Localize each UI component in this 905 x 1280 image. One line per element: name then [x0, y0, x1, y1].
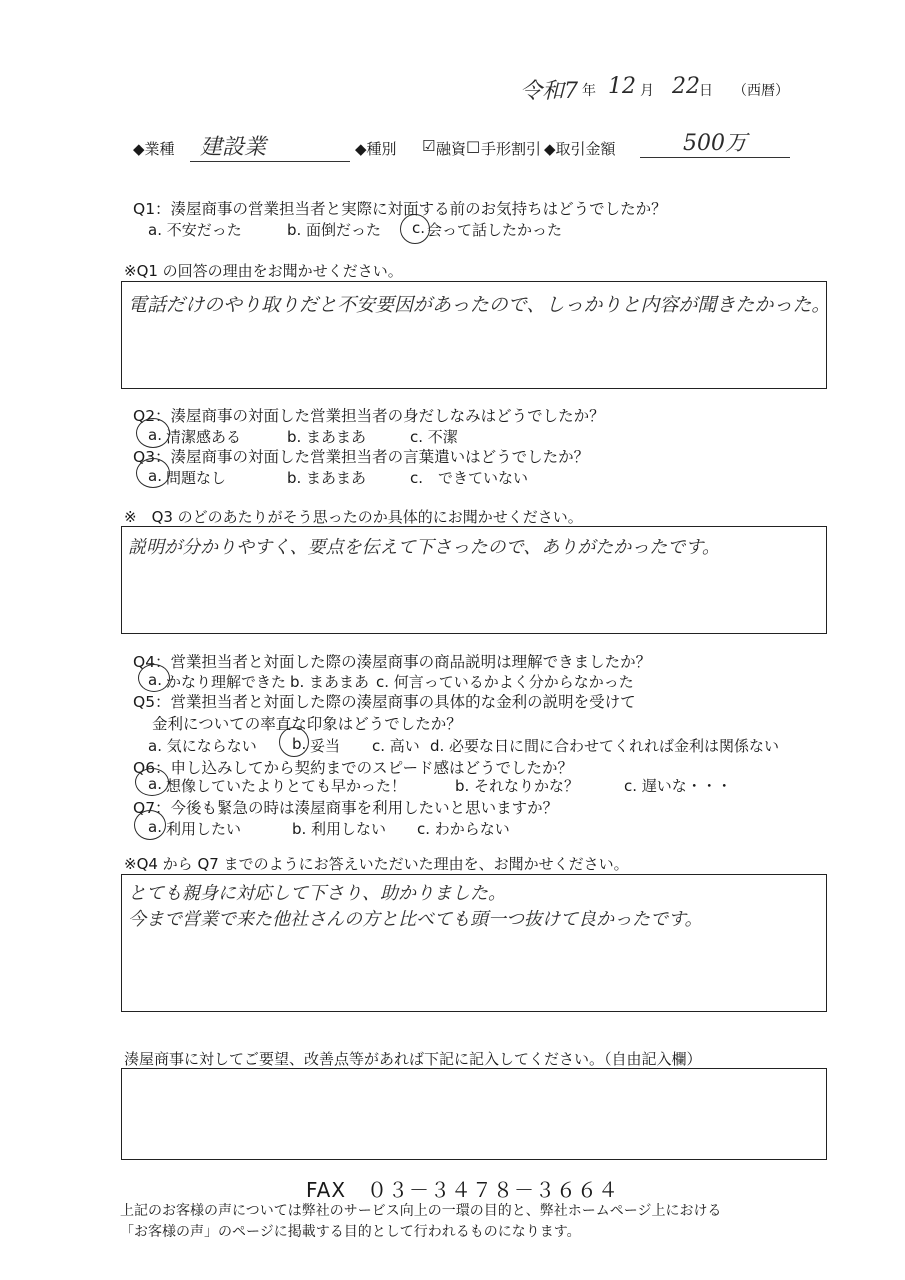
q7-selected-mark	[134, 810, 166, 840]
q3-reason-box	[121, 526, 827, 634]
q5-selected-mark	[279, 727, 309, 757]
q2-option-a-prefix: a.	[148, 426, 162, 444]
q3-selected-mark	[136, 458, 170, 488]
handwritten-era-year: 令和7	[520, 79, 578, 104]
q7-option-c: c. わからない	[417, 820, 510, 838]
amount-label: ◆取引金額	[544, 140, 616, 158]
footer-note-line1: 上記のお客様の声については弊社のサービス向上の一環の目的と、弊社ホームページ上における	[120, 1203, 722, 1219]
q7-option-a-prefix: a.	[148, 818, 162, 836]
q3-option-b: b. まあまあ	[287, 469, 367, 487]
option-bill: 手形割引	[481, 140, 542, 158]
q1-option-b: b. 面倒だった	[287, 221, 382, 239]
q6-option-c: c. 遅いな・・・	[624, 777, 732, 795]
free-comment-box	[121, 1068, 827, 1160]
q4-selected-mark	[138, 664, 170, 692]
q4-option-a: かなり理解できた	[166, 673, 287, 691]
q7-question: Q7：今後も緊急の時は湊屋商事を利用したいと思いますか？	[133, 799, 559, 817]
handwritten-month: 12	[608, 74, 636, 99]
q4-q7-reason-handwriting-line2: 今まで営業で来た他社さんの方と比べても頭一つ抜けて良かったです。	[128, 909, 703, 930]
month-label: 月	[640, 83, 654, 99]
q6-selected-mark	[135, 768, 169, 796]
footer-note-line2: 「お客様の声」のページに掲載する目的として行われるものになります。	[120, 1224, 581, 1240]
q3-option-a: 問題なし	[166, 469, 227, 487]
q3-option-a-prefix: a.	[148, 467, 162, 485]
checkbox-bill: □	[466, 137, 481, 155]
q4-option-a-prefix: a.	[148, 671, 162, 689]
q7-option-a: 利用したい	[166, 820, 242, 838]
q1-reason-handwriting: 電話だけのやり取りだと不安要因があったので、しっかりと内容が聞きたかった。	[128, 294, 831, 316]
q6-option-a: 想像していたよりとても早かった！	[166, 777, 407, 795]
q5-option-b: 妥当	[310, 737, 341, 755]
q3-question: Q3：湊屋商事の対面した営業担当者の言葉遣いはどうでしたか？	[133, 448, 590, 466]
q5-question-line2: 金利についての率直な印象はどうでしたか？	[152, 715, 462, 733]
q1-reason-box	[121, 281, 831, 389]
q4-option-b: b. まあまあ	[290, 673, 370, 691]
checkbox-loan: ☑	[422, 137, 436, 155]
q2-question: Q2：湊屋商事の対面した営業担当者の身だしなみはどうでしたか？	[133, 407, 605, 425]
q3-reason-label: ※ Q3 のどのあたりがそう思ったのか具体的にお聞かせください。	[124, 508, 583, 526]
amount-value: 500万	[640, 126, 790, 158]
type-label: ◆種別	[355, 140, 397, 158]
q5-option-b-prefix: b.	[292, 735, 307, 753]
q2-option-c: c. 不潔	[410, 428, 458, 446]
q4-q7-reason-box	[121, 874, 827, 1012]
q3-option-c: c. できていない	[410, 469, 529, 487]
q5-option-c: c. 高い	[372, 737, 420, 755]
q1-option-c: 会って話したかった	[427, 221, 563, 239]
q4-q7-reason-label: ※Q4 から Q7 までのようにお答えいただいた理由を、お聞かせください。	[124, 855, 629, 873]
day-label: 日	[699, 83, 713, 99]
q6-option-b: b. それなりかな？	[455, 777, 580, 795]
q1-selected-mark	[400, 214, 430, 244]
q2-selected-mark	[136, 418, 170, 448]
q6-option-a-prefix: a.	[148, 775, 162, 793]
industry-label: ◆業種	[133, 140, 175, 158]
q1-reason-label: ※Q1 の回答の理由をお聞かせください。	[124, 262, 403, 280]
q6-question: Q6：申し込みしてから契約までのスピード感はどうでしたか？	[133, 759, 573, 777]
year-label: 年	[582, 83, 596, 99]
option-loan: 融資	[436, 140, 467, 158]
handwritten-day: 22	[672, 74, 700, 99]
q1-option-a: a. 不安だった	[148, 221, 242, 239]
q4-q7-reason-handwriting-line1: とても親身に対応して下さり、助かりました。	[128, 883, 506, 904]
q4-question: Q4：営業担当者と対面した際の湊屋商事の商品説明は理解できましたか？	[133, 653, 652, 671]
industry-value: 建設業	[190, 130, 350, 162]
q5-option-a: a. 気にならない	[148, 737, 257, 755]
fax-number: FAX ０３－３４７８－３６６４	[306, 1178, 620, 1202]
q2-option-a: 清潔感ある	[166, 428, 242, 446]
q1-question: Q1：湊屋商事の営業担当者と実際に対面する前のお気持ちはどうでしたか？	[133, 200, 667, 218]
q3-reason-handwriting: 説明が分かりやすく、要点を伝えて下さったので、ありがたかったです。	[128, 537, 720, 558]
q1-option-c-prefix: c.	[412, 219, 426, 237]
q4-option-c: c. 何言っているかよく分からなかった	[376, 673, 634, 691]
q5-option-d: d. 必要な日に間に合わせてくれれば金利は関係ない	[430, 737, 780, 755]
q2-option-b: b. まあまあ	[287, 428, 367, 446]
q7-option-b: b. 利用しない	[292, 820, 387, 838]
q5-question-line1: Q5：営業担当者と対面した際の湊屋商事の具体的な金利の説明を受けて	[133, 693, 636, 711]
calendar-note: （西暦）	[733, 83, 789, 99]
free-comment-label: 湊屋商事に対してご要望、改善点等があれば下記に記入してください。（自由記入欄）	[124, 1050, 702, 1068]
